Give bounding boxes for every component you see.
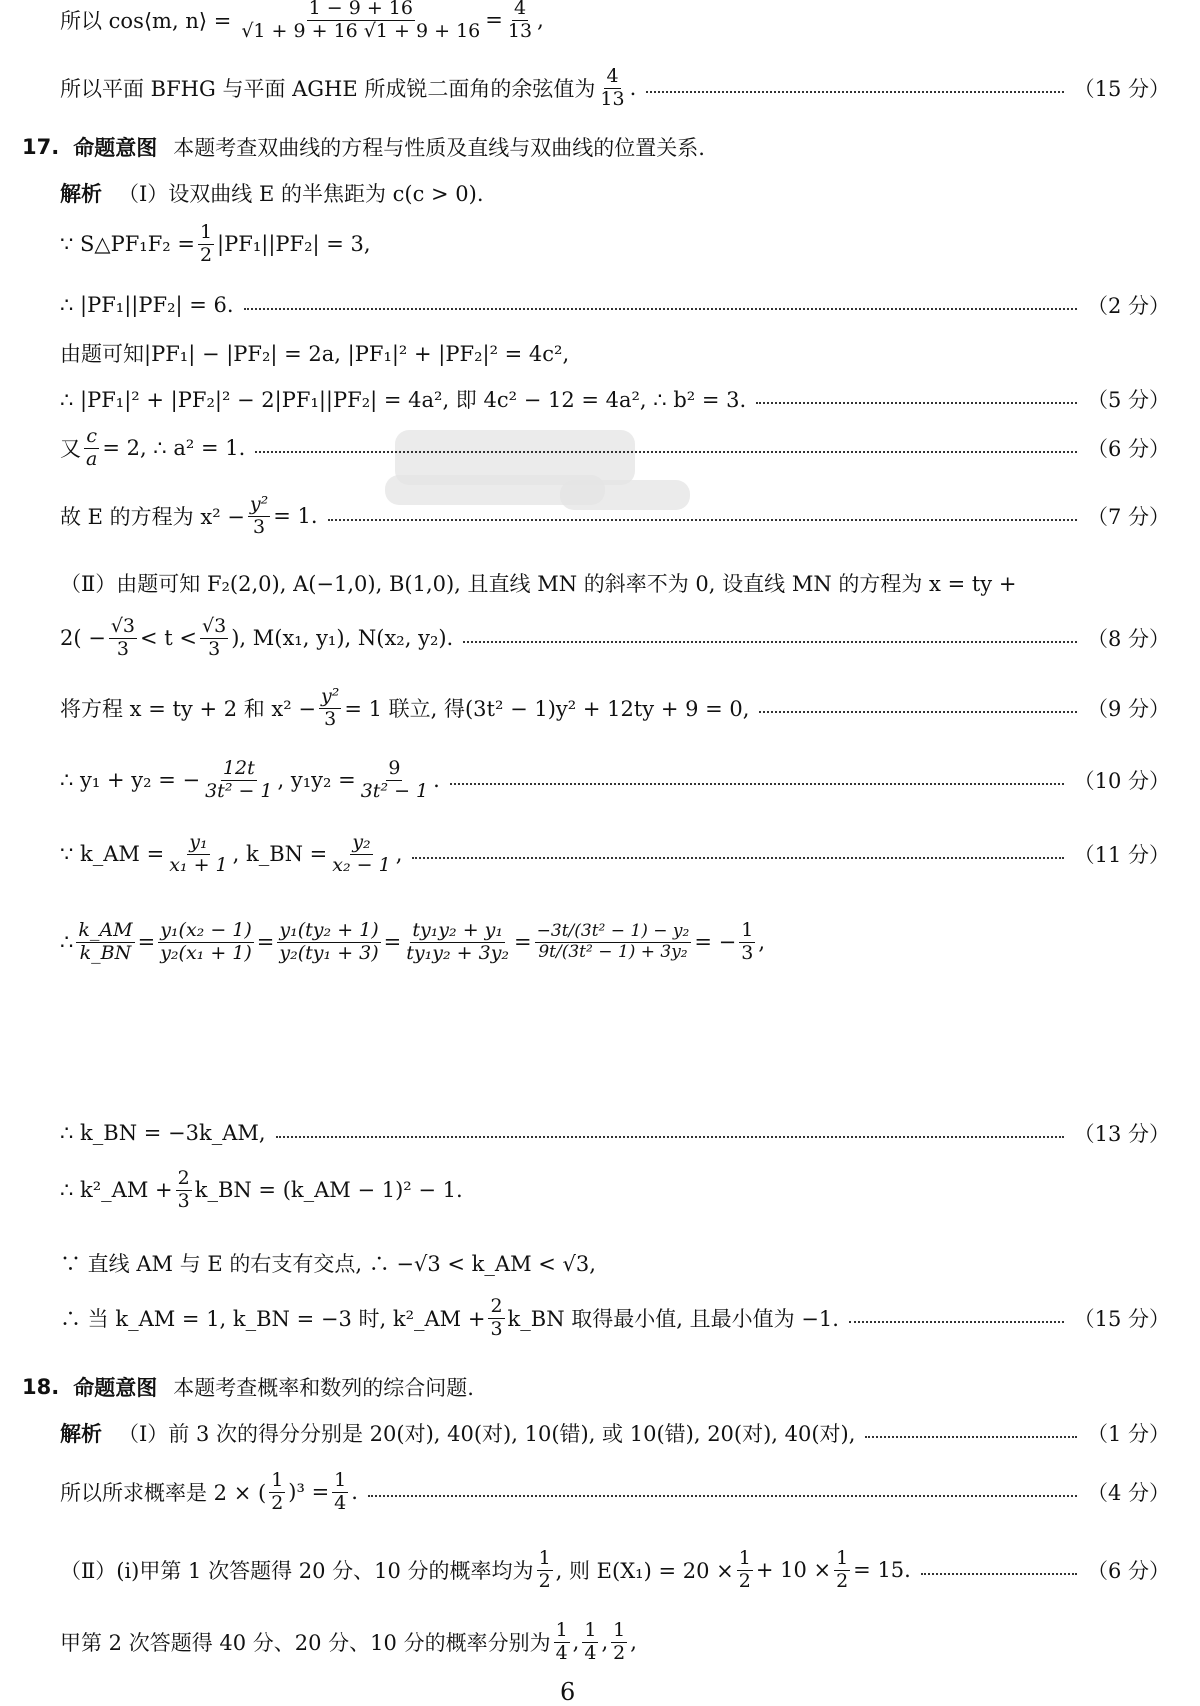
question-header: 17. 命题意图 本题考查双曲线的方程与性质及直线与双曲线的位置关系. — [22, 132, 1170, 162]
question-number: 18. — [22, 1375, 60, 1399]
fraction: $\frac{√3}{3}$ — [110, 615, 136, 660]
leader-dots — [865, 1436, 1077, 1438]
leader-dots — [368, 1495, 1077, 1497]
score-mark: （5 分） — [1086, 388, 1170, 412]
fraction: $\frac{1}{4}$ — [555, 1619, 568, 1664]
solution-line: ∴ |PF₁|² + |PF₂|² − 2|PF₁||PF₂| = 4a², 即 4c² − 12 = 4a², ∴ b² = 3. （5 分） — [60, 384, 1170, 414]
solution-line: ∵ 直线 AM 与 E 的右支有交点, ∴ −√3 < k_AM < √3, — [60, 1252, 596, 1276]
leader-dots — [276, 1136, 1064, 1138]
solution-line: ∴ 当 k_AM = 1, k_BN = −3 时, k²_AM + $\frac{2}{3}$ k_BN 取得最小值, 且最小值为 −1. （15 分） — [60, 1295, 1170, 1340]
score-mark: （7 分） — [1086, 505, 1170, 530]
section-tag: 解析 — [60, 1422, 102, 1446]
fraction: $\frac{1}{2}$ — [538, 1547, 551, 1592]
fraction: $\frac{1}{3}$ — [741, 919, 754, 964]
solution-line: 故 E 的方程为 x² − $\frac{\text{y²}}{3}$ = 1. （7 分） — [60, 493, 1170, 538]
solution-line: 解析 （Ⅰ）设双曲线 E 的半焦距为 c(c > 0). — [60, 178, 1170, 208]
score-mark: （6 分） — [1086, 437, 1170, 462]
fraction: $\frac{12t}{\text{3t² − 1}}$ — [205, 757, 273, 802]
solution-line: 由题可知|PF₁| − |PF₂| = 2a, |PF₁|² + |PF₂|² = 4c², — [60, 342, 570, 366]
solution-line: 所以平面 BFHG 与平面 AGHE 所成锐二面角的余弦值为 $\frac{4}{13}$ . （15 分） — [60, 65, 1170, 110]
fraction: $\frac{1}{4}$ — [334, 1469, 347, 1514]
solution-line: 又 $\frac{c}{a}$ = 2, ∴ a² = 1. （6 分） — [60, 425, 1170, 470]
fraction: $\frac{4}{13}$ — [600, 65, 625, 110]
score-mark: （11 分） — [1073, 843, 1170, 868]
fraction: $\frac{\text{ty₁y₂ + y₁}}{\text{ty₁y₂ + 3y₂}}$ — [406, 919, 510, 964]
fraction: $\frac{1 - 9 + 16}{√1 + 9 + 16 √1 + 9 + 16}$ — [241, 0, 481, 42]
solution-line: ∴ k_BN = −3k_AM, （13 分） — [60, 1118, 1170, 1148]
section-tag: 解析 — [60, 182, 102, 206]
formula-line: 所以 cos⟨m, n⟩ = $\frac{1 - 9 + 16}{√1 + 9 + 16 √1 + 9 + 16}$ = $\frac{4}{13}$ , — [60, 0, 544, 42]
score-mark: （10 分） — [1073, 769, 1170, 794]
fraction: $\frac{1}{2}$ — [836, 1547, 849, 1592]
fraction: $\frac{c}{a}$ — [86, 425, 98, 470]
fraction: $\frac{\text{y₁}}{\text{x₁ + 1}}$ — [169, 831, 228, 876]
fraction: $\frac{\text{y²}}{3}$ — [320, 685, 340, 730]
solution-line: ∴ $\frac{k\_AM}{k\_BN}$ = $\frac{\text{y₁(x₂ − 1)}}{\text{y₂(x₁ + 1)}}$ = $\frac{\text{y₁(ty₂ + 1)}}{\text{y₂(ty₁ + 3)}}$ = $\frac{\text{ty₁y₂ + y₁}}{\text{ty₁y₂ + 3y₂}}$ = $\frac{\text{−3t/(3t² − 1) − y₂}}{\text{9t/(3t² − 1) + 3y₂}}$ = − $\frac{1}{3}$ , — [60, 919, 765, 964]
score-mark: （8 分） — [1086, 627, 1170, 652]
page-number: 6 — [560, 1678, 576, 1706]
fraction: $\frac{2}{3}$ — [177, 1167, 190, 1212]
solution-line: ∴ k²_AM + $\frac{2}{3}$ k_BN = (k_AM − 1)² − 1. — [60, 1167, 463, 1212]
fraction: $\frac{\text{y₁(ty₂ + 1)}}{\text{y₂(ty₁ + 3)}}$ — [279, 919, 379, 964]
fraction: $\frac{1}{2}$ — [613, 1619, 626, 1664]
solution-line: 将方程 x = ty + 2 和 x² − $\frac{\text{y²}}{3}$ = 1 联立, 得(3t² − 1)y² + 12ty + 9 = 0, （9 分） — [60, 685, 1170, 730]
leader-dots — [450, 783, 1064, 785]
leader-dots — [244, 308, 1077, 310]
leader-dots — [756, 402, 1077, 404]
leader-dots — [328, 519, 1077, 521]
fraction: $\frac{1}{2}$ — [738, 1547, 751, 1592]
solution-line: 解析 （Ⅰ）前 3 次的得分分别是 20(对), 40(对), 10(错), 或 10(错), 20(对), 40(对), （1 分） — [60, 1418, 1170, 1448]
leader-dots — [463, 641, 1077, 643]
fraction: $\frac{\text{y₁(x₂ − 1)}}{\text{y₂(x₁ + 1)}}$ — [160, 919, 252, 964]
leader-dots — [921, 1573, 1077, 1575]
score-mark: （9 分） — [1086, 697, 1170, 722]
leader-dots — [759, 711, 1077, 713]
question-number: 17. — [22, 135, 60, 159]
section-tag: 命题意图 — [73, 136, 158, 160]
section-tag: 命题意图 — [73, 1376, 158, 1400]
fraction: $\frac{k\_AM}{k\_BN}$ — [78, 919, 133, 964]
solution-line: （Ⅱ）(ⅰ)甲第 1 次答题得 20 分、10 分的概率均为 $\frac{1}{2}$ , 则 E(X₁) = 20 × $\frac{1}{2}$ + 10 × $\frac{1}{2}$ = 15. （6 分） — [60, 1547, 1170, 1592]
leader-dots — [646, 91, 1063, 93]
solution-line: ∵ k_AM = $\frac{\text{y₁}}{\text{x₁ + 1}}$ , k_BN = $\frac{\text{y₂}}{\text{x₂ − 1}}$ , （11 分） — [60, 831, 1170, 876]
score-mark: （15 分） — [1073, 77, 1170, 102]
fraction: $\frac{1}{2}$ — [271, 1469, 284, 1514]
solution-line: ∴ |PF₁||PF₂| = 6. （2 分） — [60, 290, 1170, 320]
score-mark: （15 分） — [1073, 1307, 1170, 1332]
fraction: $\frac{\text{y₂}}{\text{x₂ − 1}}$ — [332, 831, 391, 876]
fraction: $\frac{4}{13}$ — [507, 0, 533, 42]
score-mark: （4 分） — [1086, 1481, 1170, 1506]
solution-line: （Ⅱ）由题可知 F₂(2,0), A(−1,0), B(1,0), 且直线 MN 的斜率不为 0, 设直线 MN 的方程为 x = ty + — [60, 572, 1017, 596]
fraction: $\frac{2}{3}$ — [490, 1295, 503, 1340]
fraction: $\frac{9}{\text{3t² − 1}}$ — [360, 757, 429, 802]
formula-text: 所以 cos⟨m, n⟩ = — [60, 9, 232, 34]
fraction: $\frac{√3}{3}$ — [202, 615, 227, 660]
fraction: $\frac{1}{2}$ — [199, 221, 213, 266]
leader-dots — [849, 1321, 1064, 1323]
fraction: $\frac{1}{4}$ — [584, 1619, 597, 1664]
solution-line: ∵ S△PF₁F₂ = $\frac{1}{2}$ |PF₁||PF₂| = 3, — [60, 221, 371, 266]
fraction: $\frac{\text{−3t/(3t² − 1) − y₂}}{\text{9t/(3t² − 1) + 3y₂}}$ — [536, 921, 690, 962]
solution-line: ∴ y₁ + y₂ = − $\frac{12t}{\text{3t² − 1}}$ , y₁y₂ = $\frac{9}{\text{3t² − 1}}$ . （10 分） — [60, 757, 1170, 802]
question-header: 18. 命题意图 本题考查概率和数列的综合问题. — [22, 1372, 1170, 1402]
leader-dots — [412, 857, 1063, 859]
fraction: $\frac{\text{y²}}{3}$ — [249, 493, 269, 538]
score-mark: （1 分） — [1086, 1422, 1170, 1446]
score-mark: （6 分） — [1086, 1559, 1170, 1584]
leader-dots — [255, 451, 1077, 453]
solution-line: 甲第 2 次答题得 40 分、20 分、10 分的概率分别为 $\frac{1}{4}$ , $\frac{1}{4}$ , $\frac{1}{2}$ , — [60, 1619, 637, 1664]
solution-line: 所以所求概率是 2 × ( $\frac{1}{2}$ )³ = $\frac{1}{4}$ . （4 分） — [60, 1469, 1170, 1514]
score-mark: （13 分） — [1073, 1122, 1170, 1146]
solution-line: 2( − $\frac{√3}{3}$ < t < $\frac{√3}{3}$ ), M(x₁, y₁), N(x₂, y₂). （8 分） — [60, 615, 1170, 660]
score-mark: （2 分） — [1086, 294, 1170, 318]
